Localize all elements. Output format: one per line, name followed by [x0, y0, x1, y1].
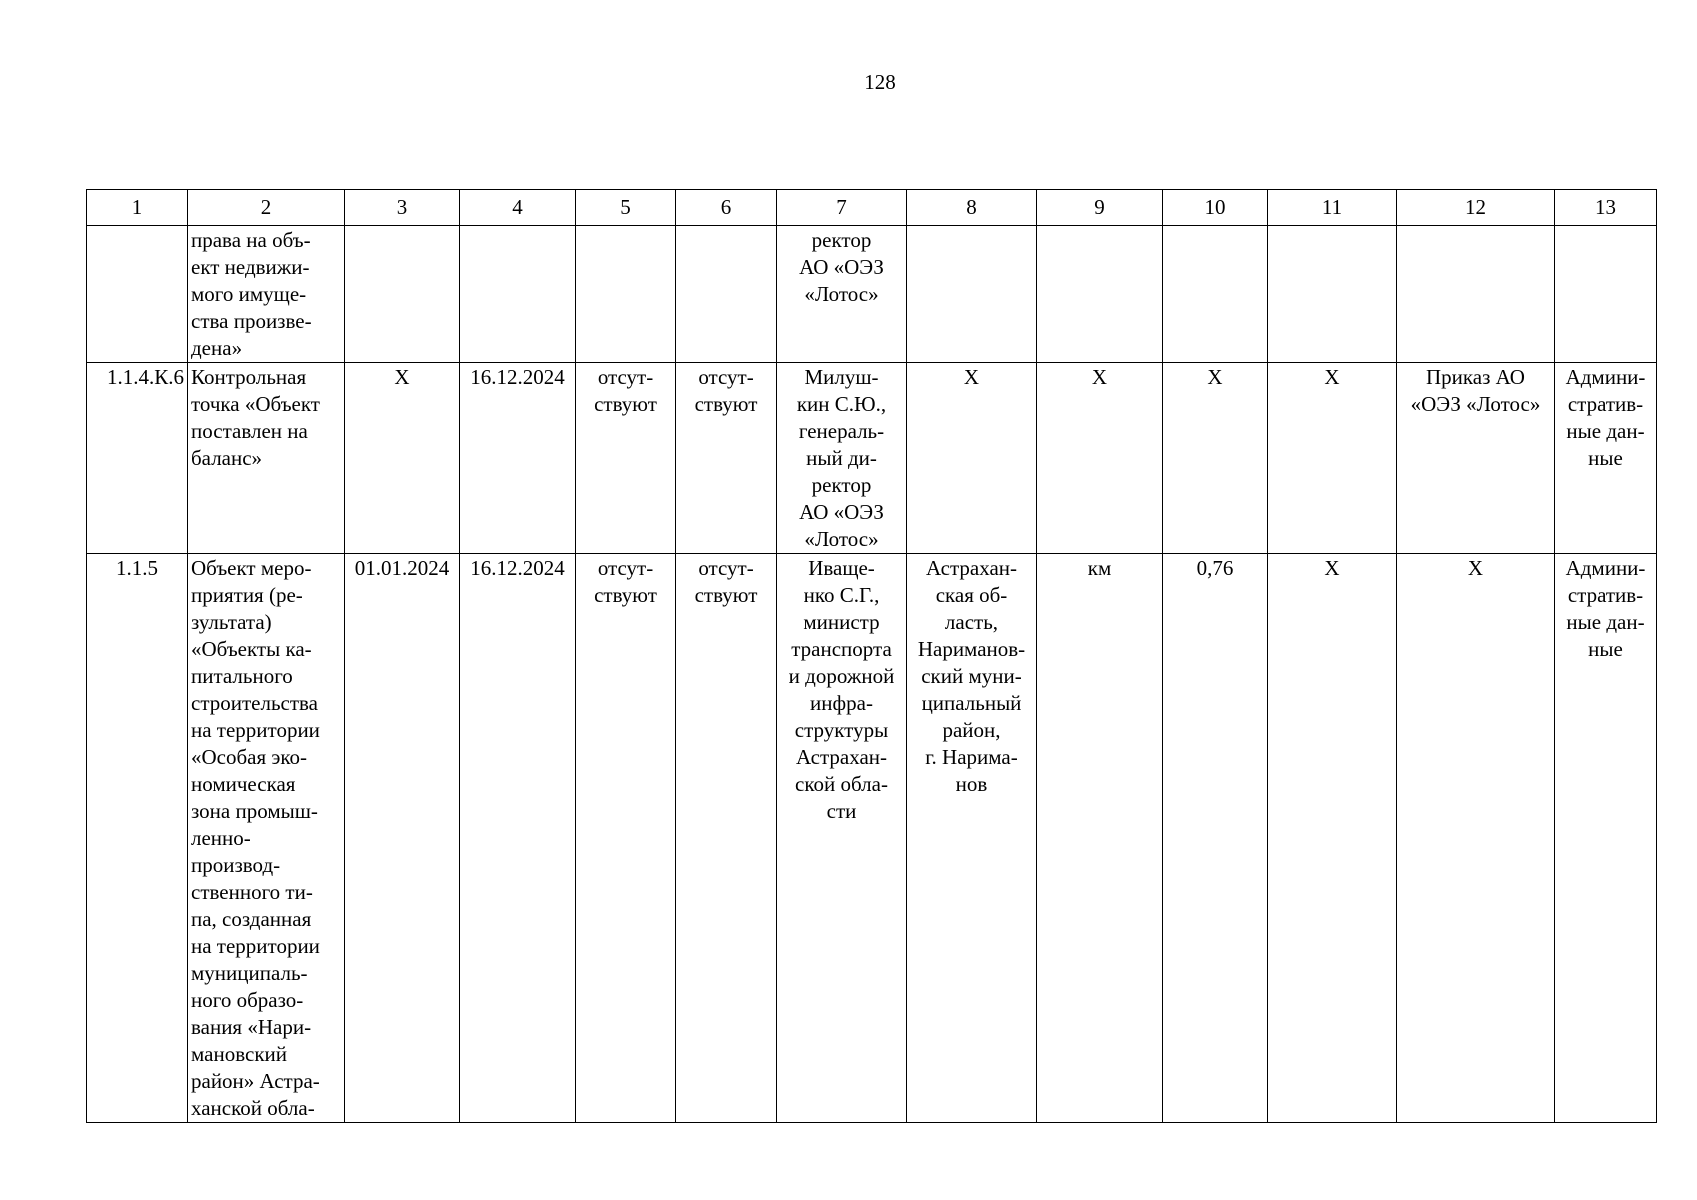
table-cell: Админи- стратив- ные дан- ные: [1555, 363, 1657, 554]
table-cell: 16.12.2024: [460, 363, 576, 554]
column-header: 6: [676, 190, 777, 226]
table-cell: [676, 226, 777, 363]
column-header: 11: [1268, 190, 1397, 226]
table-cell: Милуш- кин С.Ю., генераль- ный ди- ректор АО «ОЭЗ «Лотос»: [777, 363, 907, 554]
table-row: [87, 363, 1657, 554]
column-header: 4: [460, 190, 576, 226]
column-header: 9: [1037, 190, 1163, 226]
table-cell: X: [1163, 363, 1268, 554]
table-cell: Иваще- нко С.Г., министр транспорта и дорожной инфра- структуры Астрахан- ской обла- сти: [777, 554, 907, 1123]
table-cell: X: [1037, 363, 1163, 554]
table-cell: ректор АО «ОЭЗ «Лотос»: [777, 226, 907, 363]
table-cell: отсут- ствуют: [676, 554, 777, 1123]
table-cell: Контрольная точка «Объект поставлен на баланс»: [188, 363, 345, 554]
page-number: 128: [864, 70, 896, 94]
table-cell: [576, 226, 676, 363]
column-header: 12: [1397, 190, 1555, 226]
table-cell: права на объ- ект недвижи- мого имуще- ства произве- дена»: [188, 226, 345, 363]
table-cell: X: [1268, 554, 1397, 1123]
table-cell: 1.1.5: [87, 554, 188, 1123]
column-header: 8: [907, 190, 1037, 226]
table-cell: км: [1037, 554, 1163, 1123]
table-cell: X: [1268, 363, 1397, 554]
column-header: 10: [1163, 190, 1268, 226]
table-cell: X: [1397, 554, 1555, 1123]
data-table: [86, 189, 1657, 1123]
table-cell: Админи- стратив- ные дан- ные: [1555, 554, 1657, 1123]
column-header: 1: [87, 190, 188, 226]
table-cell: [1397, 226, 1555, 363]
header-row: [87, 190, 1657, 226]
table-cell: отсут- ствуют: [576, 363, 676, 554]
table-cell: [87, 226, 188, 363]
column-header: 3: [345, 190, 460, 226]
column-header: 7: [777, 190, 907, 226]
table-cell: [907, 226, 1037, 363]
table-cell: Объект меро- приятия (ре- зультата) «Объекты ка- питального строительства на территории «Особая эко- номическая зона промыш- ленно- производ- ственного ти- па, созданная на территории муниципаль- ного образо- вания «Нари- мановский район» Астра- ханской обла-: [188, 554, 345, 1123]
table-row: [87, 554, 1657, 1123]
column-header: 13: [1555, 190, 1657, 226]
table-cell: отсут- ствуют: [576, 554, 676, 1123]
table-cell: отсут- ствуют: [676, 363, 777, 554]
table-cell: [1037, 226, 1163, 363]
table-cell: X: [907, 363, 1037, 554]
column-header: 5: [576, 190, 676, 226]
table-cell: [345, 226, 460, 363]
table-cell: 1.1.4.К.6: [87, 363, 188, 554]
table-cell: 01.01.2024: [345, 554, 460, 1123]
table-row: [87, 226, 1657, 363]
table-cell: Приказ АО «ОЭЗ «Лотос»: [1397, 363, 1555, 554]
column-header: 2: [188, 190, 345, 226]
table-cell: [460, 226, 576, 363]
table-cell: 0,76: [1163, 554, 1268, 1123]
table-cell: [1555, 226, 1657, 363]
table-cell: X: [345, 363, 460, 554]
table-cell: [1163, 226, 1268, 363]
table-cell: 16.12.2024: [460, 554, 576, 1123]
table-cell: [1268, 226, 1397, 363]
table-cell: Астрахан- ская об- ласть, Нариманов- ский муни- ципальный район, г. Нарима- нов: [907, 554, 1037, 1123]
